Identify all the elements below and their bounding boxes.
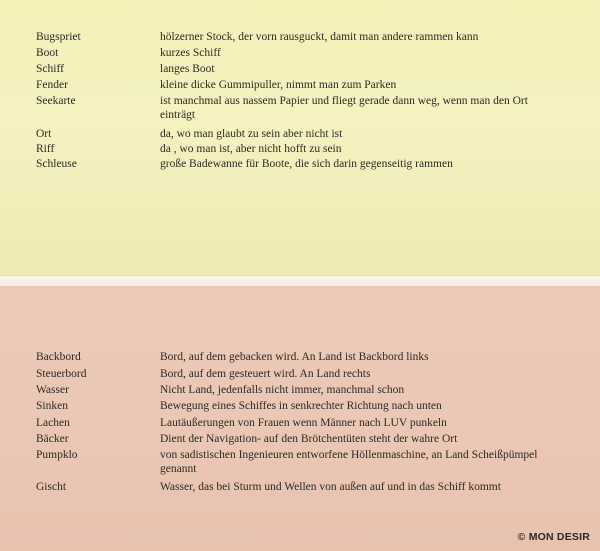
glossary-definition: Nicht Land, jedenfalls nicht immer, manchmal schon — [160, 384, 405, 396]
glossary-term: Schiff — [36, 63, 64, 75]
glossary-term: Wasser — [36, 384, 69, 396]
glossary-term: Schleuse — [36, 158, 77, 170]
glossary-definition: da , wo man ist, aber nicht hofft zu sein — [160, 143, 342, 155]
copyright-notice: © MON DESIR — [517, 531, 590, 543]
glossary-definition: Wasser, das bei Sturm und Wellen von außen auf und in das Schiff kommt — [160, 481, 501, 493]
glossary-definition: Lautäußerungen von Frauen wenn Männer nach LUV punkeln — [160, 417, 447, 429]
glossary-definition: kleine dicke Gummipuller, nimmt man zum Parken — [160, 79, 397, 91]
glossary-term: Pumpklo — [36, 449, 78, 461]
glossary-term: Steuerbord — [36, 368, 87, 380]
glossary-definition: da, wo man glaubt zu sein aber nicht ist — [160, 128, 343, 140]
glossary-term: Bugspriet — [36, 31, 81, 43]
pink-glossary-card — [0, 286, 600, 551]
glossary-definition: ist manchmal aus nassem Papier und fliegt gerade dann weg, wenn man den Ort einträgt — [160, 95, 528, 121]
glossary-term: Sinken — [36, 400, 68, 412]
glossary-term: Lachen — [36, 417, 70, 429]
glossary-term: Boot — [36, 47, 59, 59]
glossary-definition: hölzerner Stock, der vorn rausguckt, damit man andere rammen kann — [160, 31, 479, 43]
glossary-term: Seekarte — [36, 95, 76, 107]
glossary-term: Fender — [36, 79, 68, 91]
glossary-term: Backbord — [36, 351, 81, 363]
glossary-definition: Bewegung eines Schiffes in senkrechter Richtung nach unten — [160, 400, 442, 412]
glossary-definition: kurzes Schiff — [160, 47, 221, 59]
glossary-definition: von sadistischen Ingenieuren entworfene Höllenmaschine, an Land Scheißpümpel genannt — [160, 449, 538, 475]
glossary-term: Riff — [36, 143, 55, 155]
glossary-definition: Bord, auf dem gebacken wird. An Land ist Backbord links — [160, 351, 429, 363]
glossary-definition: große Badewanne für Boote, die sich darin gegenseitig rammen — [160, 158, 453, 170]
glossary-term: Ort — [36, 128, 52, 140]
glossary-definition: langes Boot — [160, 63, 215, 75]
card-separator — [0, 276, 600, 286]
glossary-definition: Bord, auf dem gesteuert wird. An Land rechts — [160, 368, 371, 380]
glossary-term: Gischt — [36, 481, 67, 493]
glossary-definition: Dient der Navigation- auf den Brötchentüten steht der wahre Ort — [160, 433, 458, 445]
glossary-term: Bäcker — [36, 433, 69, 445]
